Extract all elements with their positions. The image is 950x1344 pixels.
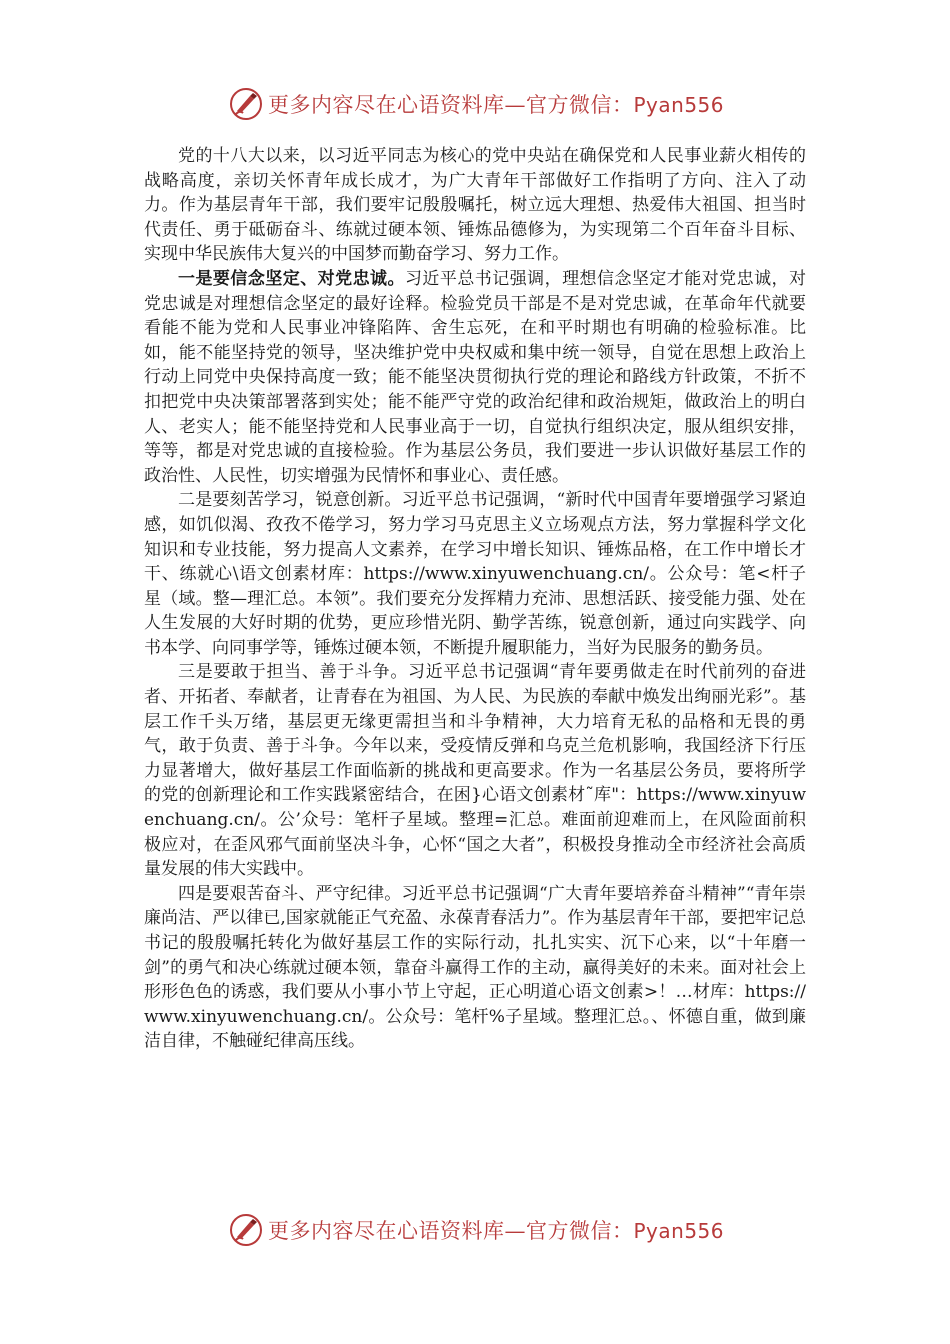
footer-banner xyxy=(228,1210,748,1250)
paragraph-point-3 xyxy=(144,660,806,881)
paragraph-point-4 xyxy=(144,882,806,1054)
banner-prefix: 更多内容尽在心语资料库—官方微信： xyxy=(268,1219,634,1243)
banner-text xyxy=(268,89,724,119)
banner-prefix: 更多内容尽在心语资料库—官方微信： xyxy=(268,93,634,117)
banner-handle: Pyan556 xyxy=(633,93,725,117)
paragraph-text: 三是要敢于担当、善于斗争。习近平总书记强调“青年要勇做走在时代前列的奋进者、开拓者、奉献者，让青春在为祖国、为人民、为民族的奉献中焕发出绚丽光彩”。基层工作千头万绪，基层更无缘更需担当和斗争精神，大力培育无私的品格和无畏的勇气，敢于负责、善于斗争。今年以来，受疫情反弹和乌克兰危机影响，我国经济下行压力显著增大，做好基层工作面临新的挑战和更高要求。作为一名基层公务员，要将所学的党的创新理论和工作实践紧密结合，在困}心语文创素材˜库"：https://www.xinyuwenchuang.cn/。公’众号：笔杆子星域。整理=汇总。难面前迎难而上，在风险面前积极应对，在歪风邪气面前坚决斗争，心怀“国之大者”，积极投身推动全市经济社会高质量发展的伟大实践中。 xyxy=(144,662,806,880)
header-banner xyxy=(228,84,748,124)
document-body xyxy=(144,144,806,1054)
paragraph-intro xyxy=(144,144,806,267)
paragraph-text: 党的十八大以来，以习近平同志为核心的党中央站在确保党和人民事业薪火相传的战略高度，亲切关怀青年成长成才，为广大青年干部做好工作指明了方向、注入了动力。作为基层青年干部，我们要牢记殷殷嘱托，树立远大理想、热爱伟大祖国、担当时代责任、勇于砥砺奋斗、练就过硬本领、锤炼品德修为，为实现第二个百年奋斗目标、实现中华民族伟大复兴的中国梦而勤奋学习、努力工作。 xyxy=(144,146,806,265)
paragraph-text: 二是要刻苦学习，锐意创新。习近平总书记强调，“新时代中国青年要增强学习紧迫感，如饥似渴、孜孜不倦学习，努力学习马克思主义立场观点方法，努力掌握科学文化知识和专业技能，努力提高人文素养，在学习中增长知识、锤炼品格，在工作中增长才干、练就心\语文创素材库：https://www.xinyuwenchuang.cn/。公众号：笔<杆子星（域。整—理汇总。本领”。我们要充分发挥精力充沛、思想活跃、接受能力强、处在人生发展的大好时期的优势，更应珍惜光阴、勤学苦练，锐意创新，通过向实践学、向书本学、向同事学等，锤炼过硬本领，不断提升履职能力，当好为民服务的勤务员。 xyxy=(144,490,806,658)
paragraph-text: 习近平总书记强调，理想信念坚定才能对党忠诚，对党忠诚是对理想信念坚定的最好诠释。检验党员干部是不是对党忠诚，在革命年代就要看能不能为党和人民事业冲锋陷阵、舍生忘死，在和平时期也有明确的检验标准。比如，能不能坚持党的领导，坚决维护党中央权威和集中统一领导，自觉在思想上政治上行动上同党中央保持高度一致；能不能坚决贯彻执行党的理论和路线方针政策，不折不扣把党中央决策部署落到实处；能不能严守党的政治纪律和政治规矩，做政治上的明白人、老实人；能不能坚持党和人民事业高于一切，自觉执行组织决定，服从组织安排，等等，都是对党忠诚的直接检验。作为基层公务员，我们要进一步认识做好基层工作的政治性、人民性，切实增强为民情怀和事业心、责任感。 xyxy=(144,268,807,486)
writing-hand-logo-icon xyxy=(228,86,264,122)
paragraph-lead-heading: 一是要信念坚定、对党忠诚。 xyxy=(178,268,405,289)
banner-text xyxy=(268,1215,724,1245)
writing-hand-logo-icon xyxy=(228,1212,264,1248)
paragraph-point-2 xyxy=(144,488,806,660)
paragraph-point-1 xyxy=(144,267,806,488)
paragraph-text: 四是要艰苦奋斗、严守纪律。习近平总书记强调“广大青年要培养奋斗精神”“青年崇廉尚洁、严以律已,国家就能正气充盈、永葆青春活力”。作为基层青年干部，要把牢记总书记的殷殷嘱托转化为做好基层工作的实际行动，扎扎实实、沉下心来，以“十年磨一剑”的勇气和决心练就过硬本领，靠奋斗赢得工作的主动，赢得美好的未来。面对社会上形形色色的诱惑，我们要从小事小节上守起，正心明道心语文创素>！…材库：https://www.xinyuwenchuang.cn/。公众号：笔杆%子星域。整理汇总。、怀德自重，做到廉洁自律，不触碰纪律高压线。 xyxy=(144,883,806,1052)
banner-handle: Pyan556 xyxy=(633,1219,725,1243)
